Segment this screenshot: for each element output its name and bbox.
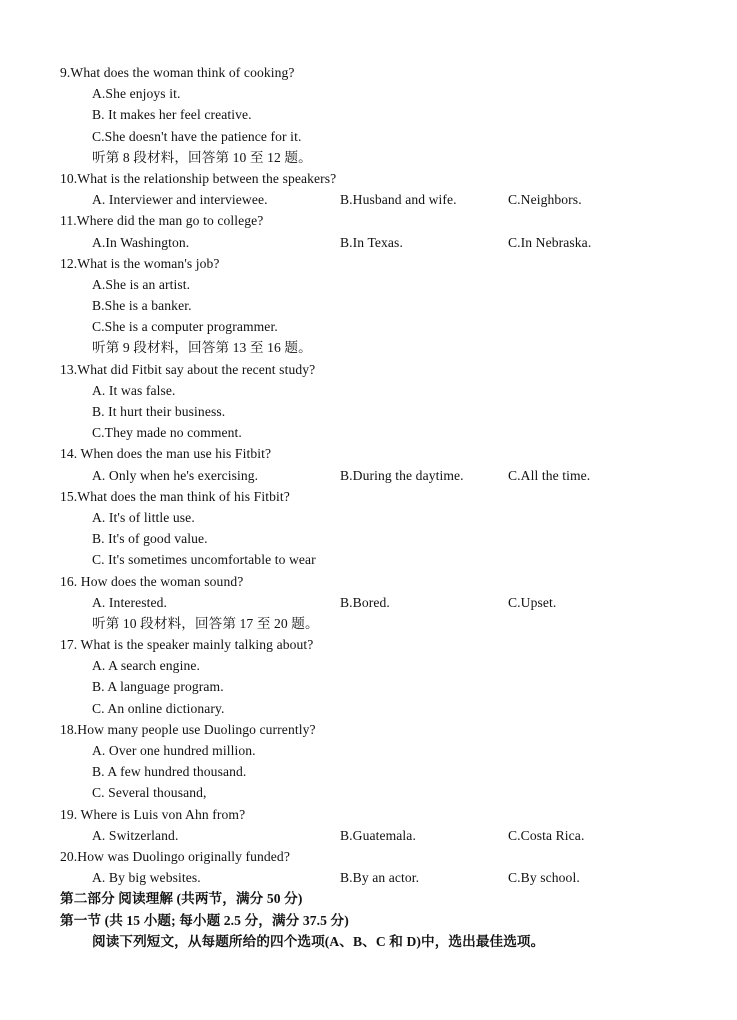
option-b: B.In Texas. [340,234,403,250]
option-line: B. It makes her feel creative. [92,107,252,123]
option-a: A. By big websites. [92,870,201,886]
option-b: B.During the daytime. [340,467,464,483]
option-line: A.She enjoys it. [92,86,181,102]
option-c: C.By school. [508,870,580,886]
option-line: A. A search engine. [92,658,200,674]
option-line: B. It hurt their business. [92,404,226,419]
question-line: 9.What does the woman think of cooking? [60,65,295,80]
option-c: C.Upset. [508,594,557,610]
option-row [0,867,737,888]
reading-instruction: 阅读下列短文，从每题所给的四个选项(A、B、C 和 D)中，选出最佳选项。 [92,933,545,949]
option-line: A. Over one hundred million. [92,743,256,758]
option-row [0,232,737,253]
question-line: 18.How many people use Duolingo currently? [60,721,316,737]
question-line: 20.How was Duolingo originally funded? [60,848,290,864]
option-b: B.Bored. [340,594,390,610]
exam-page [0,62,737,952]
section-instruction: 听第 10 段材料，回答第 17 至 20 题。 [92,615,319,631]
option-a: A. Switzerland. [92,827,179,843]
part-heading: 第一节 (共 15 小题; 每小题 2.5 分，满分 37.5 分) [60,912,349,928]
question-line: 10.What is the relationship between the speakers? [60,170,337,186]
option-a: A. Interviewer and interviewee. [92,192,268,208]
option-c: C.Costa Rica. [508,827,585,843]
option-a: A. Interested. [92,594,168,610]
option-line: C. It's sometimes uncomfortable to wear [92,552,316,568]
question-line: 12.What is the woman's job? [60,255,220,271]
option-b: B.By an actor. [340,870,420,886]
question-line: 17. What is the speaker mainly talking about? [60,637,314,653]
option-line: A. It was false. [92,382,176,398]
option-line: B. A language program. [92,679,224,695]
question-line: 19. Where is Luis von Ahn from? [60,806,246,822]
option-line: C.They made no comment. [92,425,242,441]
option-line: A. It's of little use. [92,509,195,525]
section-instruction: 听第 8 段材料，回答第 10 至 12 题。 [92,149,312,165]
option-row [0,592,737,613]
section-instruction: 听第 9 段材料，回答第 13 至 16 题。 [92,340,312,356]
part-heading: 第二部分 阅读理解 (共两节，满分 50 分) [60,891,303,907]
option-row [0,189,737,210]
option-b: B.Husband and wife. [340,192,457,208]
option-c: C.In Nebraska. [508,234,592,250]
option-row [0,465,737,486]
question-line: 11.Where did the man go to college? [60,213,264,229]
question-line: 16. How does the woman sound? [60,573,244,589]
option-line: C.She is a computer programmer. [92,319,278,335]
option-line: C. Several thousand, [92,785,207,801]
option-line: A.She is an artist. [92,276,191,292]
option-line: B. A few hundred thousand. [92,764,247,780]
option-c: C.All the time. [508,467,591,483]
question-line: 13.What did Fitbit say about the recent study? [60,361,316,377]
option-line: B.She is a banker. [92,298,192,314]
option-b: B.Guatemala. [340,827,416,843]
option-c: C.Neighbors. [508,192,582,208]
option-a: A.In Washington. [92,234,190,250]
option-line: B. It's of good value. [92,531,208,547]
option-line: C. An online dictionary. [92,700,225,716]
question-line: 15.What does the man think of his Fitbit? [60,488,290,504]
question-line: 14. When does the man use his Fitbit? [60,446,272,462]
option-a: A. Only when he's exercising. [92,467,259,483]
option-line: C.She doesn't have the patience for it. [92,128,302,144]
option-row [0,825,737,846]
